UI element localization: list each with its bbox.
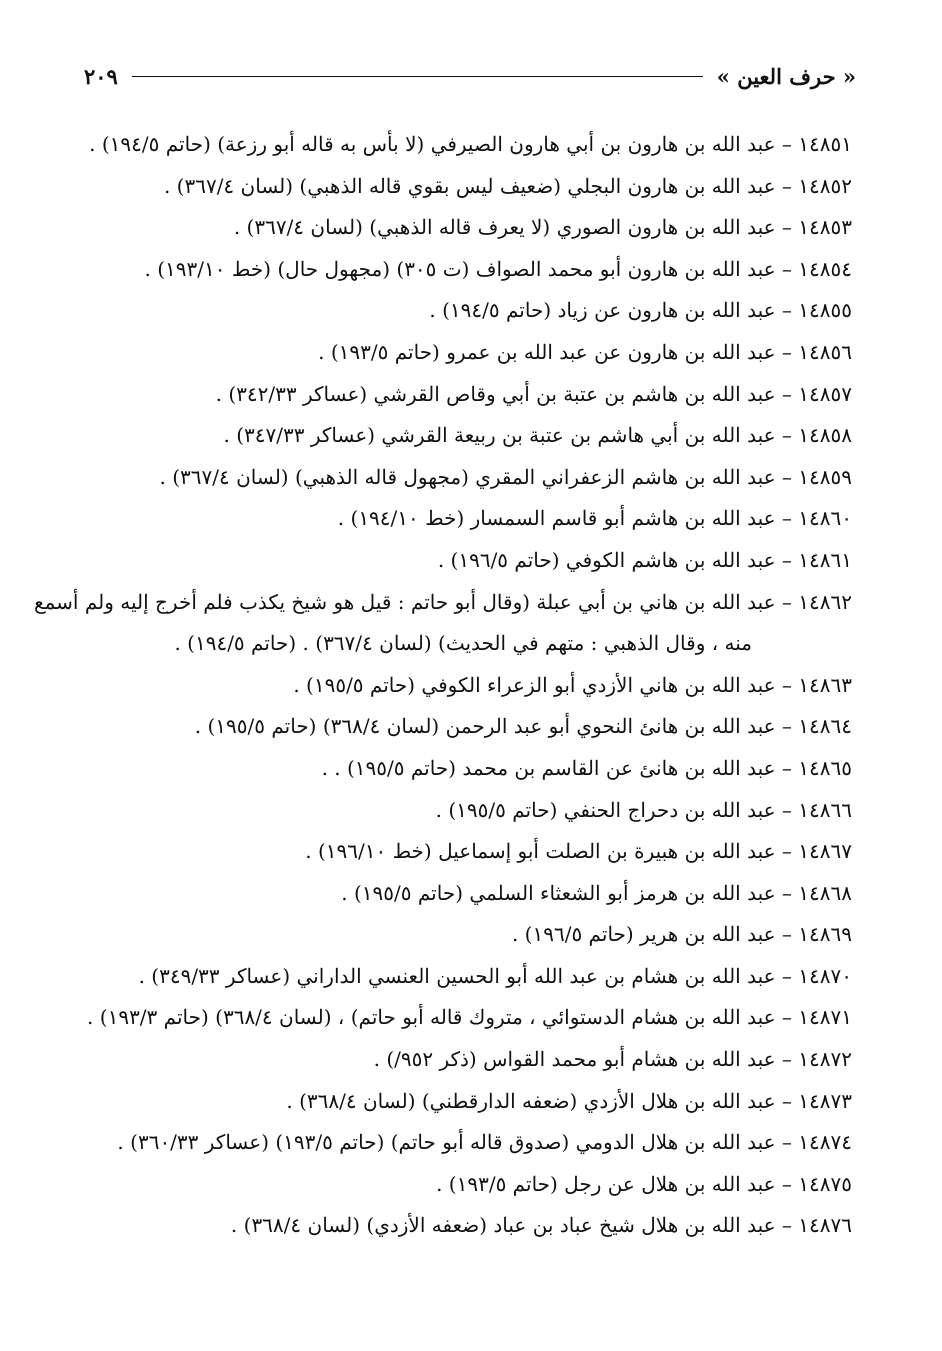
entry-14855	[70, 290, 852, 332]
entry-text: ١٤٨٧٦ – عبد الله بن هلال شيخ عباد بن عباد (ضعفه الأزدي) (لسان ٣٦٨/٤) .	[230, 1213, 852, 1238]
entry-text: ١٤٨٦٨ – عبد الله بن هرمز أبو الشعثاء السلمي (حاتم ١٩٥/٥) .	[341, 880, 852, 905]
entry-text: ١٤٨٥٩ – عبد الله بن هاشم الزعفراني المقري (مجهول قاله الذهبي) (لسان ٣٦٧/٤) .	[159, 464, 852, 489]
entry-text: ١٤٨٧١ – عبد الله بن هشام الدستوائي ، متروك قاله أبو حاتم) ، (لسان ٣٦٨/٤) (حاتم ١٩٣/٣) .	[87, 1005, 852, 1030]
entry-14853	[70, 207, 852, 249]
entry-text: ١٤٨٧٢ – عبد الله بن هشام أبو محمد القواس (ذكر ٩٥٢/) .	[373, 1047, 852, 1072]
entry-14859	[70, 457, 852, 499]
entry-text: ١٤٨٧٣ – عبد الله بن هلال الأزدي (ضعفه الدارقطني) (لسان ٣٦٨/٤) .	[286, 1088, 852, 1113]
entry-14873	[70, 1081, 852, 1123]
entry-14854	[70, 249, 852, 291]
entry-14858	[70, 415, 852, 457]
entry-14875	[70, 1164, 852, 1206]
entry-text: ١٤٨٦٢ – عبد الله بن هاني بن أبي عبلة (وقال أبو حاتم : قيل هو شيخ يكذب فلم أخرج إليه ولم أسمع	[33, 589, 852, 614]
entry-14867	[70, 831, 852, 873]
entry-text: ١٤٨٦٥ – عبد الله بن هانئ عن القاسم بن محمد (حاتم ١٩٥/٥) . .	[321, 755, 852, 780]
entry-text: ١٤٨٥٤ – عبد الله بن هارون أبو محمد الصواف (ت ٣٠٥) (مجهول حال) (خط ١٩٣/١٠) .	[144, 256, 852, 281]
entry-14874	[70, 1122, 852, 1164]
entry-14872	[70, 1039, 852, 1081]
entry-text: ١٤٨٧٤ – عبد الله بن هلال الدومي (صدوق قاله أبو حاتم) (حاتم ١٩٣/٥) (عساكر ٣٦٠/٣٣) .	[117, 1130, 852, 1155]
entry-text: ١٤٨٥٦ – عبد الله بن هارون عن عبد الله بن عمرو (حاتم ١٩٣/٥) .	[318, 339, 852, 364]
entry-14860	[70, 498, 852, 540]
entry-continuation: منه ، وقال الذهبي : متهم في الحديث) (لسان ٣٦٧/٤) . (حاتم ١٩٤/٥) .	[174, 631, 752, 656]
entry-text: ١٤٨٦١ – عبد الله بن هاشم الكوفي (حاتم ١٩٦/٥) .	[437, 547, 852, 572]
entry-text: ١٤٨٥٢ – عبد الله بن هارون البجلي (ضعيف ليس بقوي قاله الذهبي) (لسان ٣٦٧/٤) .	[163, 173, 852, 198]
entry-text: ١٤٨٦٦ – عبد الله بن دحراج الحنفي (حاتم ١٩٥/٥) .	[435, 797, 852, 822]
chapter-title: « حرف العين »	[716, 63, 856, 89]
entry-14866	[70, 790, 852, 832]
page-header	[84, 56, 856, 96]
entry-text: ١٤٨٦٧ – عبد الله بن هبيرة بن الصلت أبو إسماعيل (خط ١٩٦/١٠) .	[305, 839, 852, 864]
entry-14851	[70, 124, 852, 166]
entry-14863	[70, 665, 852, 707]
entry-text: ١٤٨٥٥ – عبد الله بن هارون عن زياد (حاتم ١٩٤/٥) .	[429, 298, 852, 323]
entry-14856	[70, 332, 852, 374]
entry-text: ١٤٨٦٣ – عبد الله بن هاني الأزدي أبو الزعراء الكوفي (حاتم ١٩٥/٥) .	[293, 672, 852, 697]
page-number: ٢٠٩	[84, 63, 118, 89]
entry-14864	[70, 706, 852, 748]
entry-14869	[70, 914, 852, 956]
header-rule	[132, 76, 703, 77]
entry-14852	[70, 166, 852, 208]
entry-text: ١٤٨٧٥ – عبد الله بن هلال عن رجل (حاتم ١٩٣/٥) .	[436, 1171, 852, 1196]
entry-text: ١٤٨٥٣ – عبد الله بن هارون الصوري (لا يعرف قاله الذهبي) (لسان ٣٦٧/٤) .	[233, 215, 852, 240]
entry-14857	[70, 374, 852, 416]
entry-text: ١٤٨٦٩ – عبد الله بن هرير (حاتم ١٩٦/٥) .	[511, 922, 852, 947]
entry-14861	[70, 540, 852, 582]
entry-14876	[70, 1205, 852, 1247]
entry-14868	[70, 873, 852, 915]
entry-list	[33, 124, 852, 1247]
entry-14871	[70, 997, 852, 1039]
entry-text: ١٤٨٦٤ – عبد الله بن هانئ النحوي أبو عبد الرحمن (لسان ٣٦٨/٤) (حاتم ١٩٥/٥) .	[194, 714, 852, 739]
entry-14870	[70, 956, 852, 998]
entry-text: ١٤٨٥٧ – عبد الله بن هاشم بن عتبة بن أبي وقاص القرشي (عساكر ٣٤٢/٣٣) .	[215, 381, 852, 406]
entry-14865	[70, 748, 852, 790]
entry-text: ١٤٨٧٠ – عبد الله بن هشام بن عبد الله أبو الحسين العنسي الداراني (عساكر ٣٤٩/٣٣) .	[138, 963, 852, 988]
entry-text: ١٤٨٥٨ – عبد الله بن أبي هاشم بن عتبة بن ربيعة القرشي (عساكر ٣٤٧/٣٣) .	[223, 423, 852, 448]
entry-text: ١٤٨٥١ – عبد الله بن هارون بن أبي هارون الصيرفي (لا بأس به قاله أبو رزعة) (حاتم ١٩٤/٥) .	[89, 132, 852, 156]
entry-text: ١٤٨٦٠ – عبد الله بن هاشم أبو قاسم السمسار (خط ١٩٤/١٠) .	[337, 506, 852, 531]
entry-14862	[33, 582, 852, 665]
